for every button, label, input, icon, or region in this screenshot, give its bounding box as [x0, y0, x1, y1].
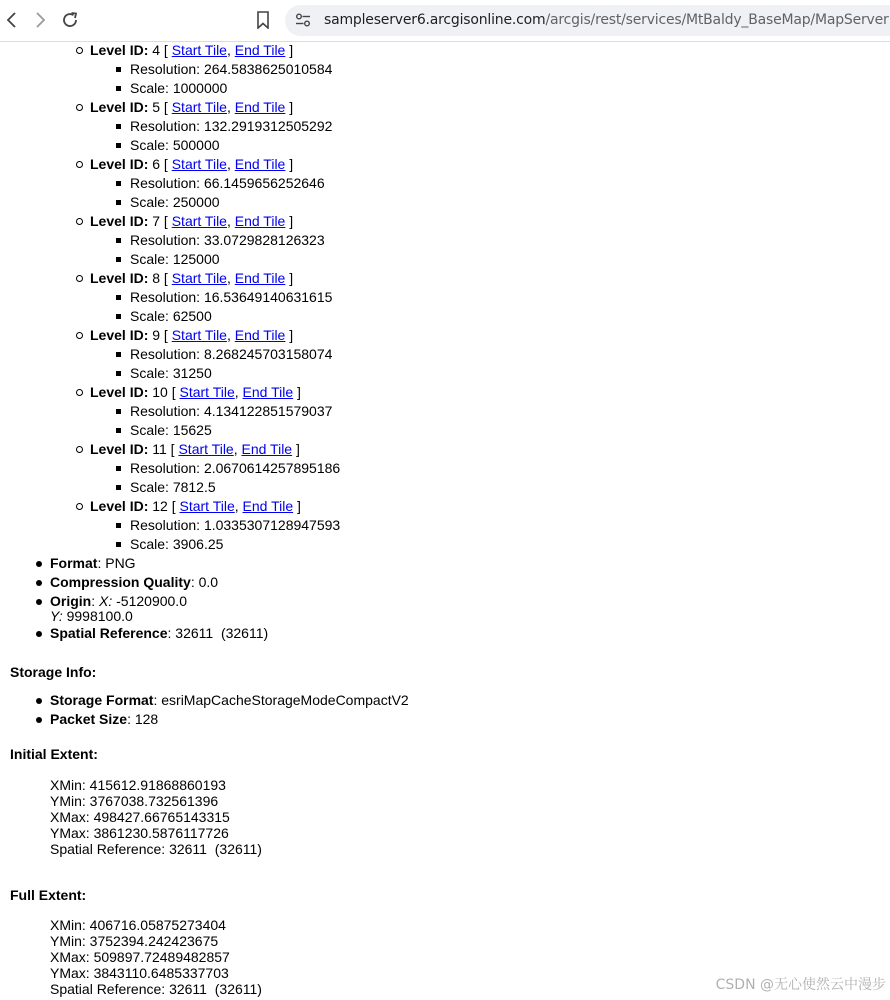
full-extent-spatial-reference: Spatial Reference: 32611 (32611) [50, 981, 262, 997]
level-id-label: Level ID: [90, 498, 149, 514]
circle-bullet-icon [76, 218, 83, 225]
lod-row: Level ID: 11 [ Start Tile, End Tile ] [90, 441, 300, 457]
resolution-item [130, 459, 340, 478]
resolution-item [130, 288, 340, 307]
level-id-value: 9 [152, 327, 161, 343]
lod-details [90, 231, 340, 269]
resolution-label: Resolution: [130, 460, 201, 476]
scale-item [130, 79, 340, 98]
level-id-label: Level ID: [90, 441, 149, 457]
end-tile-link[interactable]: End Tile [234, 156, 286, 172]
lod-row: Level ID: 12 [ Start Tile, End Tile ] [90, 498, 301, 514]
browser-toolbar [0, 0, 890, 42]
lod-item [76, 269, 340, 326]
scale-label: Scale: [130, 479, 169, 495]
resolution-value: 66.1459656252646 [203, 175, 325, 191]
start-tile-link[interactable]: Start Tile [171, 270, 227, 286]
format-item: Format: PNG [36, 554, 268, 573]
level-id-value: 8 [152, 270, 161, 286]
packet-size-value: 128 [134, 711, 159, 727]
level-id-value: 7 [152, 213, 161, 229]
origin-y-label: Y: [50, 608, 63, 624]
level-id-value: 6 [152, 156, 161, 172]
circle-bullet-icon [76, 389, 83, 396]
end-tile-link[interactable]: End Tile [234, 327, 286, 343]
end-tile-link[interactable]: End Tile [234, 42, 286, 58]
initial-extent-ymax: YMax: 3861230.5876117726 [50, 825, 229, 841]
scale-label: Scale: [130, 251, 169, 267]
lod-row: Level ID: 10 [ Start Tile, End Tile ] [90, 384, 301, 400]
address-bar[interactable] [285, 5, 890, 36]
resolution-label: Resolution: [130, 346, 201, 362]
end-tile-link[interactable]: End Tile [242, 498, 294, 514]
scale-value: 7812.5 [172, 479, 216, 495]
resolution-value: 264.5838625010584 [203, 61, 333, 77]
tile-info-properties [36, 554, 268, 643]
lod-row: Level ID: 9 [ Start Tile, End Tile ] [90, 327, 294, 343]
initial-extent-block [50, 777, 262, 857]
level-id-label: Level ID: [90, 156, 149, 172]
circle-bullet-icon [76, 104, 83, 111]
reload-icon[interactable] [59, 9, 81, 31]
lod-item [76, 497, 340, 554]
start-tile-link[interactable]: Start Tile [171, 327, 227, 343]
start-tile-link[interactable]: Start Tile [179, 498, 235, 514]
scale-value: 62500 [172, 308, 212, 324]
compression-value: 0.0 [198, 574, 219, 590]
scale-item [130, 250, 340, 269]
circle-bullet-icon [76, 275, 83, 282]
resolution-value: 1.0335307128947593 [203, 517, 341, 533]
circle-bullet-icon [76, 332, 83, 339]
page-content [0, 41, 890, 1000]
origin-x-label: X: [99, 593, 113, 609]
circle-bullet-icon [76, 47, 83, 54]
level-id-label: Level ID: [90, 42, 149, 58]
resolution-value: 8.268245703158074 [203, 346, 333, 362]
end-tile-link[interactable]: End Tile [234, 99, 286, 115]
start-tile-link[interactable]: Start Tile [179, 384, 235, 400]
back-arrow-icon[interactable] [1, 9, 23, 31]
lod-details [90, 174, 340, 212]
circle-bullet-icon [76, 161, 83, 168]
lod-item [76, 212, 340, 269]
resolution-value: 4.134122851579037 [203, 403, 333, 419]
scale-item [130, 307, 340, 326]
start-tile-link[interactable]: Start Tile [171, 156, 227, 172]
lod-item [76, 440, 340, 497]
full-extent-xmin: XMin: 406716.05875273404 [50, 917, 226, 933]
url-host: sampleserver6.arcgisonline.com [324, 12, 546, 28]
origin-item: Origin: X: -5120900.0 Y: 9998100.0 [36, 592, 268, 624]
scale-label: Scale: [130, 422, 169, 438]
start-tile-link[interactable]: Start Tile [171, 99, 227, 115]
scale-item [130, 193, 340, 212]
compression-item: Compression Quality: 0.0 [36, 573, 268, 592]
spatial-reference-value: 32611 (32611) [175, 625, 269, 641]
full-extent-ymin: YMin: 3752394.242423675 [50, 933, 219, 949]
lod-row: Level ID: 7 [ Start Tile, End Tile ] [90, 213, 294, 229]
scale-value: 500000 [172, 137, 220, 153]
level-id-value: 5 [152, 99, 161, 115]
lod-item [76, 383, 340, 440]
spatial-reference-label: Spatial Reference [50, 625, 168, 641]
level-id-label: Level ID: [90, 327, 149, 343]
site-settings-icon[interactable] [295, 13, 311, 30]
level-id-label: Level ID: [90, 384, 149, 400]
storage-info-list [36, 691, 409, 729]
resolution-item [130, 516, 340, 535]
url-text[interactable] [324, 12, 889, 28]
origin-y [50, 608, 268, 624]
resolution-label: Resolution: [130, 61, 201, 77]
resolution-item [130, 402, 340, 421]
initial-extent-spatial-reference: Spatial Reference: 32611 (32611) [50, 841, 262, 857]
resolution-item [130, 174, 340, 193]
resolution-item [130, 231, 340, 250]
scale-label: Scale: [130, 365, 169, 381]
start-tile-link[interactable]: Start Tile [171, 213, 227, 229]
bookmark-icon[interactable] [252, 9, 274, 31]
lod-details [90, 402, 340, 440]
resolution-item [130, 345, 340, 364]
scale-value: 125000 [172, 251, 220, 267]
storage-format-item: Storage Format: esriMapCacheStorageModeCompactV2 [36, 691, 409, 710]
level-id-label: Level ID: [90, 213, 149, 229]
scale-label: Scale: [130, 308, 169, 324]
scale-value: 250000 [172, 194, 220, 210]
resolution-value: 16.53649140631615 [203, 289, 333, 305]
resolution-item [130, 60, 340, 79]
lod-item [76, 155, 340, 212]
resolution-label: Resolution: [130, 403, 201, 419]
watermark: CSDN @无心使然云中漫步 [715, 977, 886, 993]
format-label: Format [50, 555, 98, 571]
level-id-value: 4 [152, 42, 161, 58]
origin-x-value: -5120900.0 [116, 593, 187, 609]
resolution-label: Resolution: [130, 289, 201, 305]
lod-list [76, 41, 340, 554]
resolution-value: 33.0729828126323 [203, 232, 325, 248]
full-extent-block [50, 917, 262, 997]
forward-arrow-icon[interactable] [29, 9, 51, 31]
scale-item [130, 478, 340, 497]
start-tile-link[interactable]: Start Tile [178, 441, 234, 457]
end-tile-link[interactable]: End Tile [241, 441, 293, 457]
level-id-label: Level ID: [90, 270, 149, 286]
origin-y-value: 9998100.0 [66, 608, 133, 624]
lod-details [90, 459, 340, 497]
scale-label: Scale: [130, 194, 169, 210]
scale-label: Scale: [130, 80, 169, 96]
lod-row: Level ID: 8 [ Start Tile, End Tile ] [90, 270, 294, 286]
lod-details [90, 288, 340, 326]
scale-value: 3906.25 [172, 536, 224, 552]
full-extent-xmax: XMax: 509897.72489482857 [50, 949, 230, 965]
scale-label: Scale: [130, 137, 169, 153]
initial-extent-heading: Initial Extent: [10, 746, 98, 762]
format-value: PNG [105, 555, 136, 571]
level-id-value: 12 [152, 498, 168, 514]
scale-item [130, 364, 340, 383]
scale-value: 31250 [172, 365, 212, 381]
origin-label: Origin [50, 593, 92, 609]
storage-format-label: Storage Format [50, 692, 154, 708]
scale-item [130, 535, 340, 554]
compression-label: Compression Quality [50, 574, 191, 590]
storage-info-heading: Storage Info: [10, 664, 97, 680]
scale-value: 1000000 [172, 80, 228, 96]
level-id-value: 10 [152, 384, 168, 400]
end-tile-link[interactable]: End Tile [234, 213, 286, 229]
spatial-reference-item: Spatial Reference: 32611 (32611) [36, 624, 268, 643]
circle-bullet-icon [76, 503, 83, 510]
scale-label: Scale: [130, 536, 169, 552]
resolution-label: Resolution: [130, 517, 201, 533]
end-tile-link[interactable]: End Tile [242, 384, 294, 400]
lod-details [90, 60, 340, 98]
resolution-value: 2.0670614257895186 [203, 460, 341, 476]
lod-row: Level ID: 5 [ Start Tile, End Tile ] [90, 99, 294, 115]
lod-item [76, 326, 340, 383]
lod-item [76, 41, 340, 98]
resolution-label: Resolution: [130, 118, 201, 134]
storage-format-value: esriMapCacheStorageModeCompactV2 [161, 692, 409, 708]
lod-row: Level ID: 4 [ Start Tile, End Tile ] [90, 42, 294, 58]
level-id-label: Level ID: [90, 99, 149, 115]
resolution-item [130, 117, 340, 136]
circle-bullet-icon [76, 446, 83, 453]
packet-size-item: Packet Size: 128 [36, 710, 409, 729]
initial-extent-xmax: XMax: 498427.66765143315 [50, 809, 230, 825]
full-extent-ymax: YMax: 3843110.6485337703 [50, 965, 229, 981]
lod-details [90, 345, 340, 383]
scale-value: 15625 [172, 422, 212, 438]
lod-row: Level ID: 6 [ Start Tile, End Tile ] [90, 156, 294, 172]
lod-details [90, 516, 340, 554]
url-path: /arcgis/rest/services/MtBaldy_BaseMap/MapServer [545, 12, 889, 28]
full-extent-heading: Full Extent: [10, 887, 87, 903]
lod-item [76, 98, 340, 155]
level-id-value: 11 [152, 441, 167, 457]
initial-extent-xmin: XMin: 415612.91868860193 [50, 777, 226, 793]
initial-extent-ymin: YMin: 3767038.732561396 [50, 793, 219, 809]
start-tile-link[interactable]: Start Tile [171, 42, 227, 58]
resolution-value: 132.2919312505292 [203, 118, 333, 134]
resolution-label: Resolution: [130, 232, 201, 248]
end-tile-link[interactable]: End Tile [234, 270, 286, 286]
scale-item [130, 421, 340, 440]
packet-size-label: Packet Size [50, 711, 128, 727]
scale-item [130, 136, 340, 155]
resolution-label: Resolution: [130, 175, 201, 191]
lod-details [90, 117, 340, 155]
